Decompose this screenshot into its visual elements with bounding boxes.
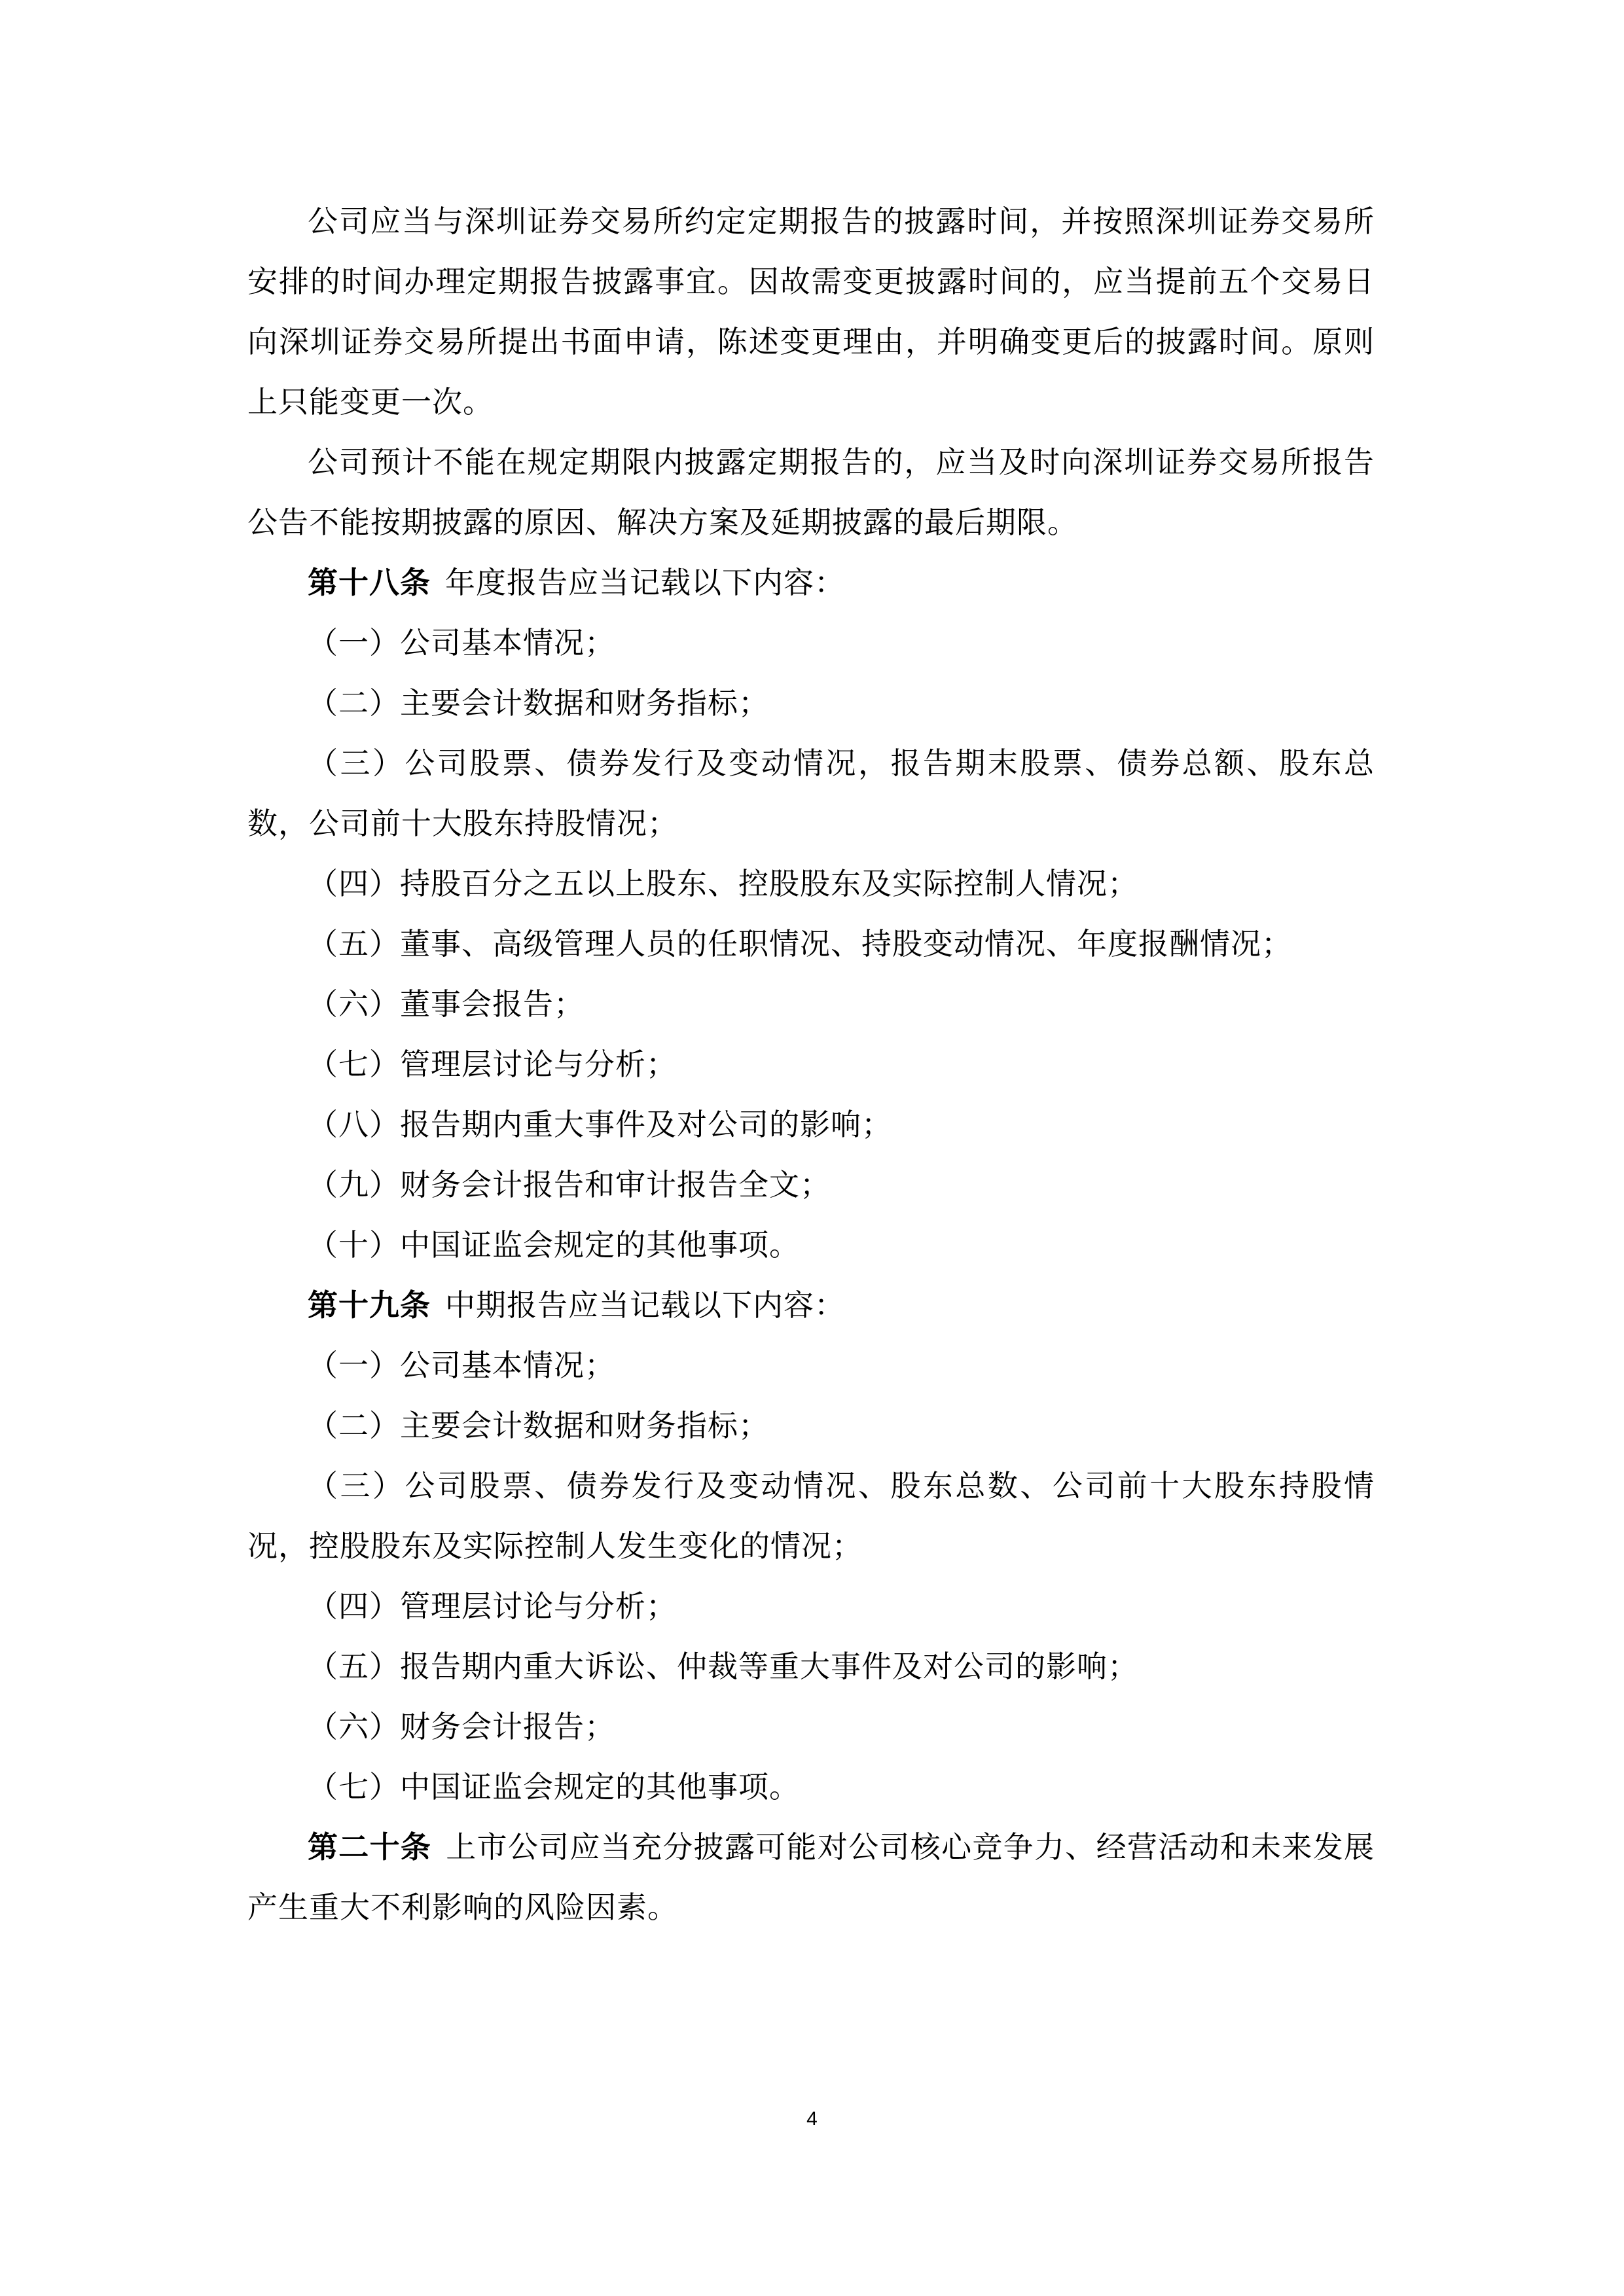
article-18-text: 年度报告应当记载以下内容： [445,565,845,600]
article-20-text: 上市公司应当充分披露可能对公司核心竞争力、经营活动和未来发展产生重大不利影响的风险因素。 [247,1829,1375,1925]
article-19-text: 中期报告应当记载以下内容： [445,1287,845,1323]
list-item: （二）主要会计数据和财务指标； [308,1408,769,1443]
page-number: 4 [806,2108,818,2130]
list-item: （八）报告期内重大事件及对公司的影响； [308,1107,892,1142]
article-18-label: 第十八条 [308,565,431,600]
document-body [247,191,1375,1937]
list-item: （七）中国证监会规定的其他事项。 [308,1769,800,1804]
article-20-label: 第二十条 [308,1829,432,1865]
article-19-label: 第十九条 [308,1287,431,1323]
list-item: （三）公司股票、债券发行及变动情况、股东总数、公司前十大股东持股情况，控股股东及实际控制人发生变化的情况； [247,1468,1375,1564]
intro-paragraph: 公司应当与深圳证券交易所约定定期报告的披露时间，并按照深圳证券交易所安排的时间办理定期报告披露事宜。因故需变更披露时间的，应当提前五个交易日向深圳证券交易所提出书面申请，陈述变更理由，并明确变更后的披露时间。原则上只能变更一次。 [247,204,1375,420]
list-item: （四）管理层讨论与分析； [308,1588,677,1624]
list-item: （十）中国证监会规定的其他事项。 [308,1227,800,1263]
list-item: （五）董事、高级管理人员的任职情况、持股变动情况、年度报酬情况； [308,926,1292,961]
list-item: （二）主要会计数据和财务指标； [308,685,769,721]
article-18-heading [247,552,1375,613]
intro-paragraph: 公司预计不能在规定期限内披露定期报告的，应当及时向深圳证券交易所报告公告不能按期披露的原因、解决方案及延期披露的最后期限。 [247,444,1375,540]
list-item: （七）管理层讨论与分析； [308,1047,677,1082]
list-item: （四）持股百分之五以上股东、控股股东及实际控制人情况； [308,866,1138,901]
list-item: （一）公司基本情况； [308,1348,615,1383]
list-item: （一）公司基本情况； [308,625,615,660]
article-20-paragraph [247,1817,1375,1937]
list-item: （六）董事会报告； [308,986,585,1022]
list-item: （九）财务会计报告和审计报告全文； [308,1167,831,1202]
list-item: （五）报告期内重大诉讼、仲裁等重大事件及对公司的影响； [308,1649,1138,1684]
list-item: （三）公司股票、债券发行及变动情况，报告期末股票、债券总额、股东总数，公司前十大股东持股情况； [247,745,1375,841]
article-19-heading [247,1275,1375,1335]
list-item: （六）财务会计报告； [308,1709,615,1744]
